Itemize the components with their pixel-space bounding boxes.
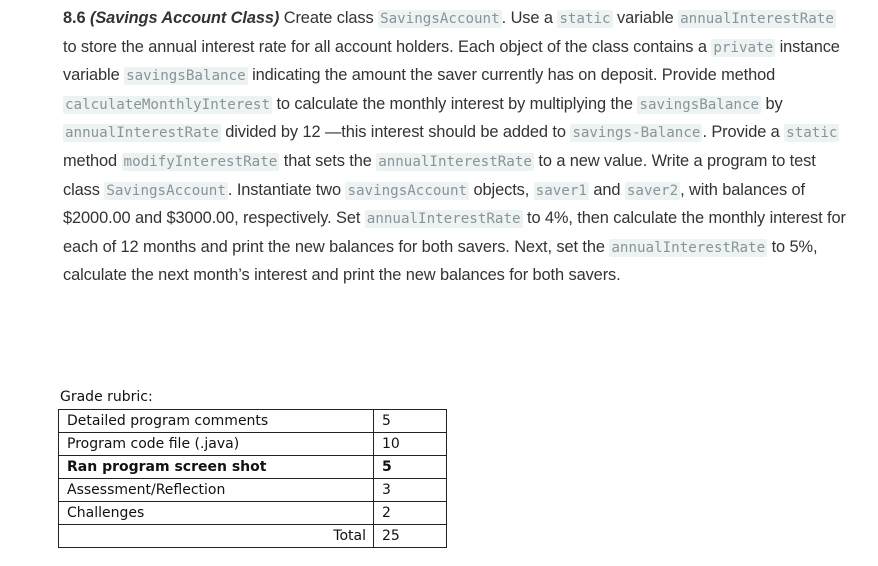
exercise-number: 8.6	[63, 9, 86, 27]
rubric-total-row	[59, 525, 447, 548]
inline-code: SavingsAccount	[380, 11, 500, 27]
inline-code: static	[786, 125, 838, 142]
text-run: . Instantiate two	[227, 180, 346, 199]
rubric-total-points: 25	[374, 525, 447, 548]
text-run: instance variable	[63, 37, 840, 85]
inline-code: static	[559, 11, 611, 27]
inline-code: savings-Balance	[572, 125, 701, 142]
rubric-row	[59, 479, 447, 502]
text-run: Create class	[279, 9, 379, 27]
text-run: indicating the amount the saver currently has on deposit. Provide method	[247, 66, 776, 85]
text-run: , with balances of $2000.00 and $3000.00, respectively. Set	[63, 180, 805, 228]
text-run: that sets the	[279, 151, 377, 170]
rubric-points: 5	[374, 410, 447, 433]
exercise-paragraph	[63, 5, 853, 290]
rubric-row	[59, 456, 447, 479]
inline-code: annualInterestRate	[65, 125, 219, 142]
text-run: to 5%, calculate the next month’s interest and print the new balances for both savers.	[63, 237, 818, 285]
inline-code: annualInterestRate	[366, 211, 521, 228]
rubric-row	[59, 433, 447, 456]
text-run: and	[588, 180, 625, 199]
exercise-block	[63, 5, 853, 290]
inline-code: private	[713, 39, 774, 56]
rubric-row	[59, 410, 447, 433]
text-run: . Use a	[501, 9, 558, 27]
inline-code: annualInterestRate	[378, 153, 532, 170]
inline-code: SavingsAccount	[106, 182, 226, 199]
exercise-title: (Savings Account Class)	[89, 9, 280, 27]
rubric-criterion: Ran program screen shot	[59, 456, 374, 479]
inline-code: annualInterestRate	[680, 11, 834, 27]
inline-code: calculateMonthlyInterest	[65, 96, 270, 113]
inline-code: modifyInterestRate	[123, 153, 278, 170]
rubric-table	[58, 409, 447, 548]
rubric-points: 3	[374, 479, 447, 502]
rubric-criterion: Detailed program comments	[59, 410, 374, 433]
text-run: . Provide a	[702, 123, 785, 142]
rubric-points: 5	[374, 456, 447, 479]
text-run: divided by 12 —this interest should be added to	[220, 123, 571, 142]
text-run: to 4%, then calculate the monthly interest for each of 12 months and print the new balances for both savers. Next, set the	[63, 209, 846, 256]
rubric-row	[59, 502, 447, 525]
text-run: by	[761, 94, 783, 113]
rubric-criterion: Program code file (.java)	[59, 433, 374, 456]
text-run: objects,	[469, 180, 534, 199]
text-run: method	[63, 151, 122, 170]
rubric-criterion: Challenges	[59, 502, 374, 525]
inline-code: savingsBalance	[126, 68, 246, 85]
rubric-points: 2	[374, 502, 447, 525]
text-run: to calculate the monthly interest by multiplying the	[272, 94, 638, 113]
inline-code: savingsBalance	[639, 96, 759, 113]
exercise-body	[63, 9, 846, 284]
rubric-heading: Grade rubric:	[60, 389, 153, 405]
inline-code: saver1	[535, 182, 587, 199]
inline-code: saver2	[626, 182, 679, 199]
text-run: variable	[612, 9, 679, 27]
inline-code: annualInterestRate	[611, 239, 766, 256]
inline-code: savingsAccount	[347, 182, 468, 199]
rubric-criterion: Assessment/Reflection	[59, 479, 374, 502]
rubric-total-label: Total	[59, 525, 374, 548]
text-run: to store the annual interest rate for all account holders. Each object of the class contains a	[63, 37, 712, 56]
rubric-table-body	[59, 410, 447, 548]
text-run: to a new value. Write a program to test class	[63, 151, 816, 199]
rubric-points: 10	[374, 433, 447, 456]
